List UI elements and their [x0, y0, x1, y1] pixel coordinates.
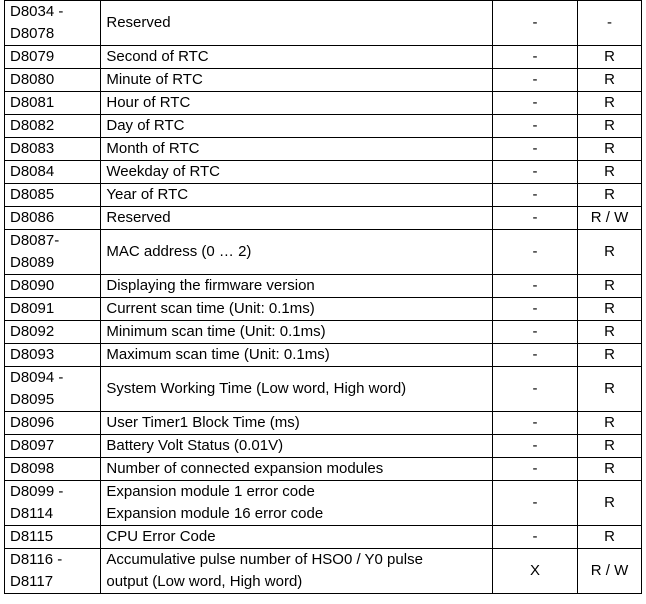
- table-row: [5, 412, 642, 435]
- table-row: [5, 46, 642, 69]
- address-cell: D8081: [5, 92, 101, 115]
- address-cell: [5, 367, 101, 412]
- access-cell: R: [578, 526, 642, 549]
- address-text: D8117: [10, 573, 54, 590]
- table-row: [5, 481, 642, 526]
- access-cell: R: [578, 184, 642, 207]
- address-cell: [5, 549, 101, 594]
- access-cell: R: [578, 69, 642, 92]
- address-cell: D8086: [5, 207, 101, 230]
- address-cell: D8079: [5, 46, 101, 69]
- address-cell: D8115: [5, 526, 101, 549]
- column-a-cell: -: [492, 161, 577, 184]
- access-cell: R / W: [578, 207, 642, 230]
- table-row: [5, 115, 642, 138]
- column-a-cell: -: [492, 298, 577, 321]
- description-cell: Reserved: [101, 207, 493, 230]
- column-a-cell: -: [492, 481, 577, 526]
- register-table: [4, 0, 642, 594]
- access-cell: R: [578, 138, 642, 161]
- access-cell: R: [578, 367, 642, 412]
- address-cell: D8093: [5, 344, 101, 367]
- column-a-cell: -: [492, 526, 577, 549]
- address-cell: D8097: [5, 435, 101, 458]
- address-text: D8078: [10, 25, 55, 42]
- access-cell: R: [578, 298, 642, 321]
- address-cell: [5, 230, 101, 275]
- access-cell: R: [578, 46, 642, 69]
- access-cell: R: [578, 344, 642, 367]
- table-row: [5, 69, 642, 92]
- column-a-cell: -: [492, 367, 577, 412]
- description-cell: Month of RTC: [101, 138, 493, 161]
- description-text: Reserved: [106, 14, 171, 31]
- table-row: [5, 549, 642, 594]
- address-text: D8034 -: [10, 3, 64, 20]
- address-cell: D8082: [5, 115, 101, 138]
- column-a-cell: -: [492, 92, 577, 115]
- access-cell: R: [578, 481, 642, 526]
- address-text: D8089: [10, 254, 55, 271]
- column-a-cell: X: [492, 549, 577, 594]
- address-cell: D8092: [5, 321, 101, 344]
- access-cell: R: [578, 275, 642, 298]
- access-cell: R: [578, 161, 642, 184]
- description-text: Accumulative pulse number of HSO0 / Y0 pulse: [106, 551, 423, 568]
- description-cell: Maximum scan time (Unit: 0.1ms): [101, 344, 493, 367]
- description-cell: System Working Time (Low word, High word): [101, 367, 493, 412]
- table-row: [5, 435, 642, 458]
- column-a-cell: -: [492, 115, 577, 138]
- table-row: [5, 275, 642, 298]
- address-cell: D8091: [5, 298, 101, 321]
- address-cell: [5, 1, 101, 46]
- description-cell: [101, 549, 493, 594]
- address-text: D8114: [10, 505, 54, 522]
- address-text: D8116 -: [10, 551, 63, 568]
- description-cell: Current scan time (Unit: 0.1ms): [101, 298, 493, 321]
- column-a-cell: -: [492, 275, 577, 298]
- column-a-cell: -: [492, 184, 577, 207]
- access-cell: R: [578, 321, 642, 344]
- description-cell: Weekday of RTC: [101, 161, 493, 184]
- access-cell: R: [578, 115, 642, 138]
- column-a-cell: -: [492, 321, 577, 344]
- access-cell: R: [578, 92, 642, 115]
- address-cell: D8085: [5, 184, 101, 207]
- address-cell: D8083: [5, 138, 101, 161]
- access-cell: R: [578, 458, 642, 481]
- column-a-cell: -: [492, 138, 577, 161]
- description-text: Expansion module 1 error code: [106, 483, 315, 500]
- access-cell: R: [578, 412, 642, 435]
- column-a-cell: -: [492, 1, 577, 46]
- description-cell: Second of RTC: [101, 46, 493, 69]
- description-cell: Day of RTC: [101, 115, 493, 138]
- description-cell: CPU Error Code: [101, 526, 493, 549]
- description-text: Expansion module 16 error code: [106, 505, 324, 522]
- table-row: [5, 526, 642, 549]
- column-a-cell: -: [492, 458, 577, 481]
- table-row: [5, 207, 642, 230]
- description-cell: [101, 1, 493, 46]
- table-row: [5, 321, 642, 344]
- address-cell: [5, 481, 101, 526]
- table-row: [5, 458, 642, 481]
- address-text: D8094 -: [10, 369, 64, 386]
- description-cell: Battery Volt Status (0.01V): [101, 435, 493, 458]
- table-row: [5, 1, 642, 46]
- column-a-cell: -: [492, 412, 577, 435]
- address-cell: D8098: [5, 458, 101, 481]
- description-cell: Displaying the firmware version: [101, 275, 493, 298]
- column-a-cell: -: [492, 207, 577, 230]
- access-cell: R: [578, 230, 642, 275]
- column-a-cell: -: [492, 435, 577, 458]
- column-a-cell: -: [492, 230, 577, 275]
- access-cell: R: [578, 435, 642, 458]
- address-cell: D8084: [5, 161, 101, 184]
- address-text: D8099 -: [10, 483, 64, 500]
- access-cell: R / W: [578, 549, 642, 594]
- description-cell: Number of connected expansion modules: [101, 458, 493, 481]
- table-row: [5, 184, 642, 207]
- address-cell: D8080: [5, 69, 101, 92]
- address-text: D8095: [10, 391, 55, 408]
- column-a-cell: -: [492, 69, 577, 92]
- description-cell: MAC address (0 … 2): [101, 230, 493, 275]
- address-cell: D8096: [5, 412, 101, 435]
- address-cell: D8090: [5, 275, 101, 298]
- description-cell: Year of RTC: [101, 184, 493, 207]
- column-a-cell: -: [492, 46, 577, 69]
- table-row: [5, 161, 642, 184]
- description-cell: [101, 481, 493, 526]
- description-text: output (Low word, High word): [106, 573, 303, 590]
- table-row: [5, 367, 642, 412]
- table-row: [5, 92, 642, 115]
- table-row: [5, 344, 642, 367]
- address-text: D8087-: [10, 232, 60, 249]
- description-cell: Hour of RTC: [101, 92, 493, 115]
- description-cell: Minimum scan time (Unit: 0.1ms): [101, 321, 493, 344]
- table-row: [5, 298, 642, 321]
- description-cell: User Timer1 Block Time (ms): [101, 412, 493, 435]
- table-row: [5, 230, 642, 275]
- description-cell: Minute of RTC: [101, 69, 493, 92]
- column-a-cell: -: [492, 344, 577, 367]
- table-row: [5, 138, 642, 161]
- access-cell: -: [578, 1, 642, 46]
